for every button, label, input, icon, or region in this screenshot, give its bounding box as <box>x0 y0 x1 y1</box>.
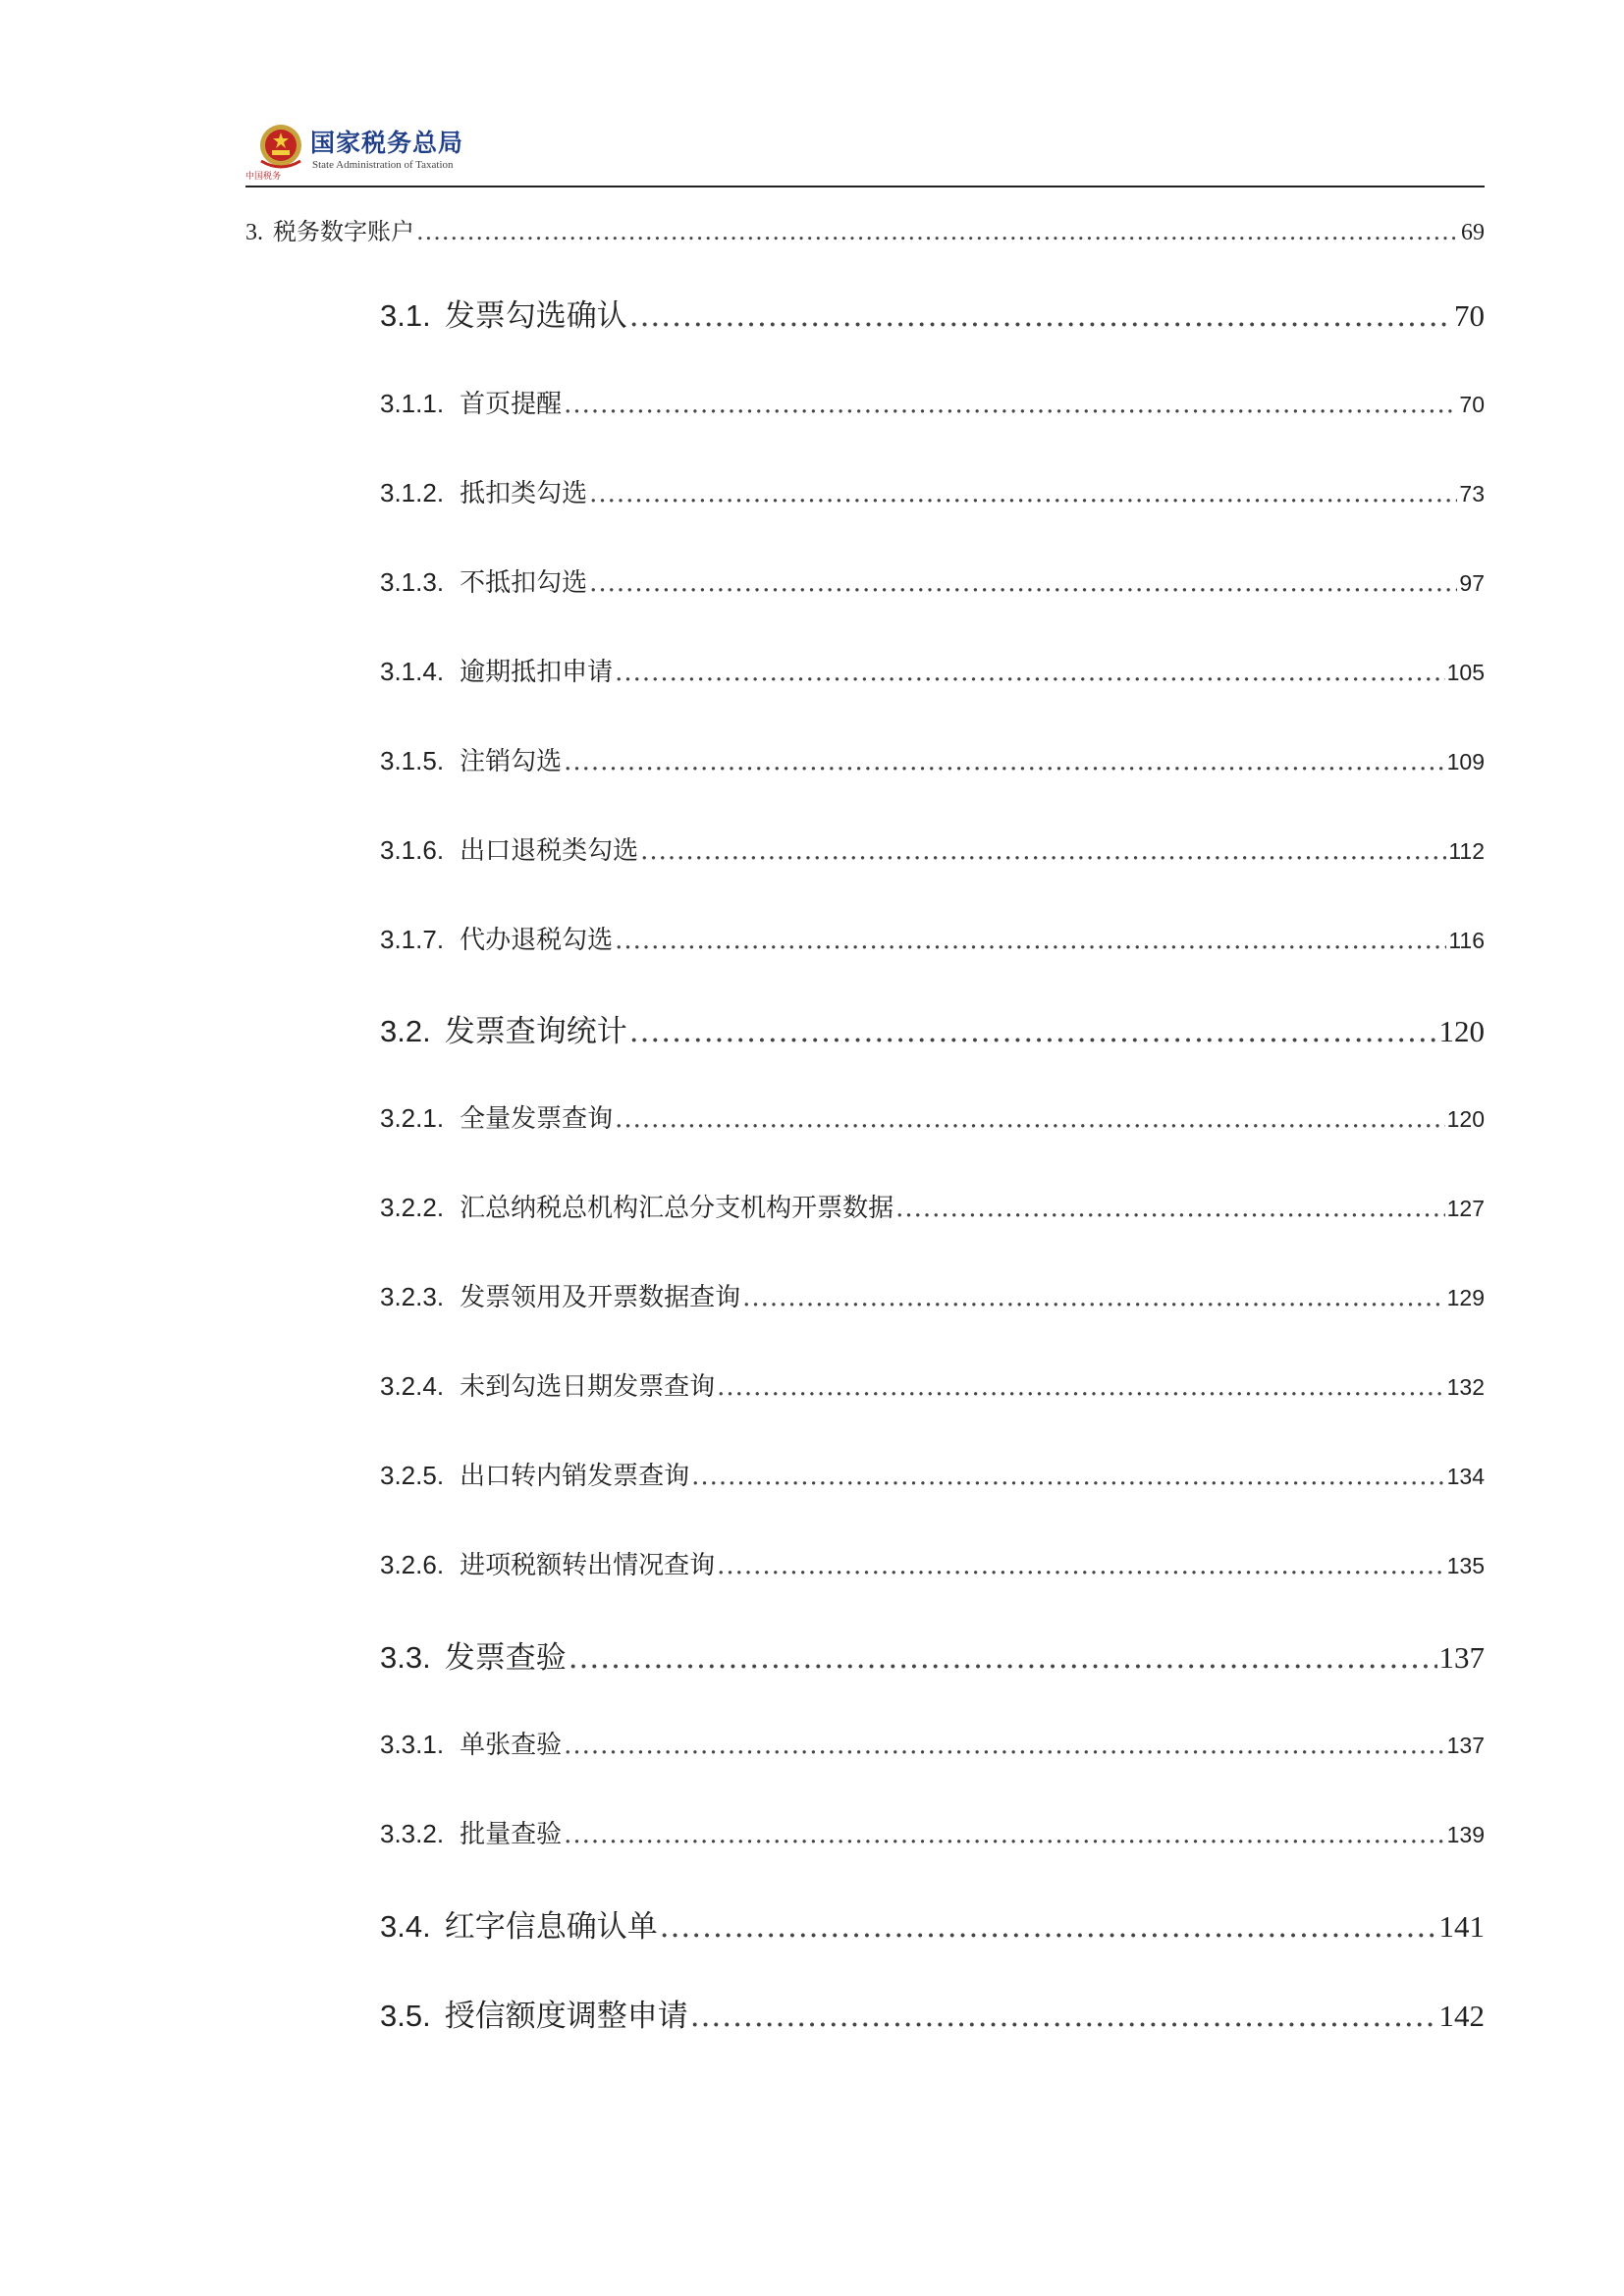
toc-title: 发票领用及开票数据查询 <box>460 1283 741 1312</box>
toc-number: 3.2.5. <box>380 1461 445 1490</box>
toc-number: 3.1.3. <box>380 567 445 597</box>
toc-number: 3.1.7. <box>380 925 445 954</box>
toc-title: 汇总纳税总机构汇总分支机构开票数据 <box>460 1194 894 1223</box>
toc-title: 批量查验 <box>460 1820 563 1849</box>
toc-entry[interactable] <box>380 1814 1485 1850</box>
toc-number: 3.3. <box>380 1640 431 1675</box>
toc-leader <box>589 479 1457 508</box>
toc-entry[interactable] <box>380 830 1485 867</box>
toc-leader <box>615 1104 1445 1134</box>
toc-entry[interactable] <box>380 1188 1485 1224</box>
toc-page-number: 135 <box>1446 1553 1485 1578</box>
toc-leader <box>564 1731 1445 1760</box>
toc-page-number: 137 <box>1438 1640 1485 1675</box>
toc-entry[interactable] <box>380 1545 1485 1581</box>
toc-page-number: 70 <box>1459 392 1485 417</box>
toc-page-number: 120 <box>1446 1106 1485 1132</box>
toc-leader <box>589 568 1457 598</box>
toc-title: 逾期抵扣申请 <box>460 658 614 687</box>
toc-entry[interactable] <box>380 1901 1485 1946</box>
toc-leader <box>717 1372 1445 1402</box>
toc-page-number: 112 <box>1448 838 1485 864</box>
toc-entry[interactable] <box>380 384 1485 420</box>
toc-entry[interactable] <box>380 1991 1485 2035</box>
toc-leader <box>629 1014 1437 1049</box>
toc-title: 首页提醒 <box>460 390 563 419</box>
toc-entry[interactable] <box>380 562 1485 599</box>
toc-number: 3.1.2. <box>380 478 445 507</box>
toc-title: 发票查询统计 <box>444 1014 627 1049</box>
toc-entry[interactable] <box>380 1277 1485 1313</box>
toc-number: 3.1.4. <box>380 657 445 686</box>
toc-number: 3.3.2. <box>380 1819 445 1848</box>
toc-leader <box>629 298 1452 334</box>
toc-page-number: 109 <box>1446 749 1485 774</box>
national-emblem-icon <box>255 122 306 175</box>
toc-page-number: 142 <box>1438 1999 1485 2033</box>
toc-entry[interactable] <box>380 1098 1485 1135</box>
toc-leader <box>895 1194 1445 1223</box>
toc-title: 出口退税类勾选 <box>460 836 639 866</box>
toc-leader <box>660 1909 1437 1945</box>
toc-title: 红字信息确认单 <box>444 1909 658 1945</box>
toc-page-number: 134 <box>1446 1464 1485 1489</box>
toc-page-number: 137 <box>1446 1733 1485 1758</box>
toc-title: 发票勾选确认 <box>444 298 627 334</box>
toc-page-number: 70 <box>1454 298 1485 333</box>
toc-entry[interactable] <box>380 1456 1485 1492</box>
toc-page-number: 116 <box>1448 928 1485 953</box>
toc-entry[interactable] <box>380 473 1485 509</box>
toc-entry[interactable] <box>380 1006 1485 1050</box>
toc-page-number: 69 <box>1461 220 1485 245</box>
toc-title: 发票查验 <box>444 1640 567 1676</box>
toc-entry[interactable] <box>380 652 1485 688</box>
toc-number: 3.2.1. <box>380 1103 445 1133</box>
toc-page-number: 132 <box>1446 1374 1485 1400</box>
toc-page-number: 73 <box>1459 481 1485 507</box>
toc-title: 税务数字账户 <box>273 218 414 245</box>
toc-entry[interactable] <box>380 741 1485 777</box>
toc-number: 3.2.2. <box>380 1193 445 1222</box>
toc-page-number: 141 <box>1438 1909 1485 1944</box>
toc-entry[interactable] <box>380 1632 1485 1677</box>
toc-number: 3.1.6. <box>380 835 445 865</box>
toc-page-number: 139 <box>1446 1822 1485 1847</box>
toc-leader <box>690 1999 1437 2034</box>
toc-leader <box>640 836 1446 866</box>
toc-page-number: 97 <box>1459 570 1485 596</box>
toc-title: 不抵扣勾选 <box>460 568 588 598</box>
toc-number: 3.2. <box>380 1014 431 1048</box>
toc-page-number: 129 <box>1446 1285 1485 1310</box>
toc-title: 进项税额转出情况查询 <box>460 1551 716 1580</box>
toc-title: 注销勾选 <box>460 747 563 776</box>
toc-leader <box>717 1551 1445 1580</box>
toc-entry[interactable] <box>380 920 1485 956</box>
toc-leader <box>615 926 1446 955</box>
toc-leader <box>564 390 1457 419</box>
toc-number: 3.1.5. <box>380 746 445 775</box>
toc-leader <box>615 658 1445 687</box>
toc-leader <box>691 1462 1445 1491</box>
toc-title: 代办退税勾选 <box>460 926 614 955</box>
toc-number: 3. <box>245 220 263 245</box>
toc-page-number: 105 <box>1446 660 1485 685</box>
toc-entry[interactable] <box>380 1366 1485 1403</box>
toc-entry[interactable] <box>380 291 1485 335</box>
toc-title: 出口转内销发票查询 <box>460 1462 690 1491</box>
toc-title: 全量发票查询 <box>460 1104 614 1134</box>
toc-number: 3.1. <box>380 298 431 333</box>
toc-number: 3.2.6. <box>380 1550 445 1579</box>
toc-number: 3.4. <box>380 1909 431 1944</box>
toc-title: 单张查验 <box>460 1731 563 1760</box>
toc-leader <box>416 218 1459 245</box>
toc-page-number: 127 <box>1446 1196 1485 1221</box>
toc-entry[interactable] <box>380 1725 1485 1761</box>
org-name-english: State Administration of Taxation <box>312 159 454 171</box>
page-header <box>245 118 1483 187</box>
toc-number: 3.1.1. <box>380 389 445 418</box>
toc-number: 3.2.4. <box>380 1371 445 1401</box>
toc-leader <box>564 747 1445 776</box>
toc-title: 授信额度调整申请 <box>444 1999 688 2034</box>
toc-leader <box>742 1283 1445 1312</box>
org-name-chinese: 国家税务总局 <box>310 129 464 157</box>
toc-leader <box>564 1820 1445 1849</box>
toc-entry[interactable] <box>245 212 1485 246</box>
toc-number: 3.2.3. <box>380 1282 445 1311</box>
emblem-caption: 中国税务 <box>245 172 282 182</box>
toc-number: 3.5. <box>380 1999 431 2033</box>
toc-title: 抵扣类勾选 <box>460 479 588 508</box>
toc-number: 3.3.1. <box>380 1730 445 1759</box>
toc-page-number: 120 <box>1438 1014 1485 1048</box>
toc-leader <box>568 1640 1437 1676</box>
toc-title: 未到勾选日期发票查询 <box>460 1372 716 1402</box>
header-rule <box>245 186 1485 187</box>
